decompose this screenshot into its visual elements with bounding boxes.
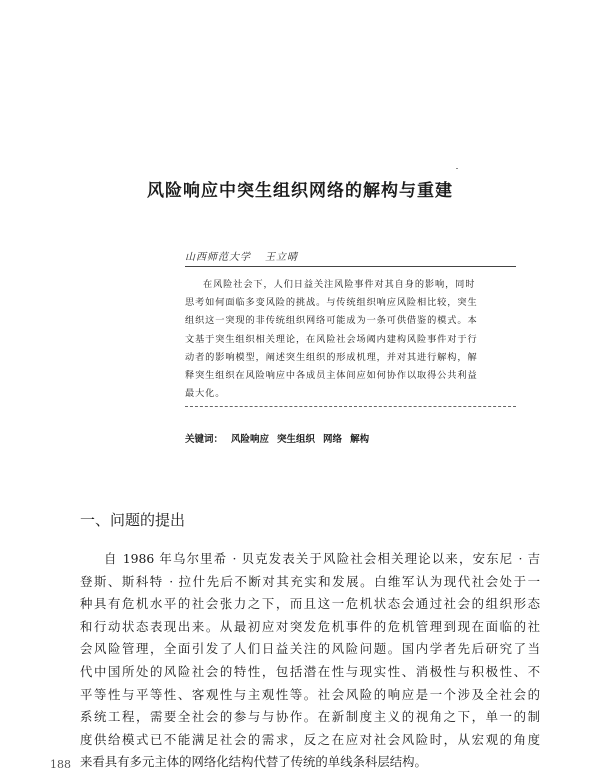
author-line — [185, 248, 298, 263]
abstract-line: 思考如何面临多变风险的挑战。与传统组织响应风险相比较，突生 — [185, 297, 478, 309]
keyword: 网络 — [323, 434, 343, 445]
abstract-line: 组织这一突现的非传统组织网络可能成为一条可供借鉴的模式。本 — [185, 315, 478, 327]
body-line: 来看具有多元主体的网络化结构代替了传统的单线条科层结构。 — [80, 754, 427, 770]
section-heading: 一、问题的提出 — [80, 511, 186, 529]
abstract-bottom-rule — [185, 406, 516, 407]
keyword: 解构 — [350, 434, 370, 445]
body-line: 会风险管理，全面引发了人们日益关注的风险问题。国内学者先后研究了当 — [80, 641, 540, 657]
abstract-line: 在风险社会下，人们日益关注风险事件对其自身的影响，同时 — [203, 279, 476, 290]
body-line: 度供给模式已不能满足社会的需求，反之在应对社会风险时，从宏观的角度 — [80, 731, 540, 747]
page-number: 188 — [50, 758, 71, 771]
abstract-top-rule — [185, 266, 516, 267]
body-line: 系统工程，需要全社会的参与与协作。在新制度主义的视角之下，单一的制 — [80, 709, 540, 725]
article-title: 风险响应中突生组织网络的解构与重建 — [147, 181, 453, 201]
body-line: 登斯、斯科特 · 拉什先后不断对其充实和发展。白维军认为现代社会处于一 — [80, 573, 540, 589]
body-line: 代中国所处的风险社会的特性，包括潜在性与现实性、消极性与积极性、不 — [80, 663, 540, 679]
author-name: 王立晴 — [265, 252, 298, 263]
section-body — [80, 548, 540, 774]
abstract-line: 释突生组织在风险响应中各成员主体间应如何协作以取得公共利益 — [185, 370, 478, 382]
keywords-label: 关键词： — [185, 434, 224, 445]
author-affiliation: 山西师范大学 — [185, 252, 251, 263]
body-line: 和行动状态表现出来。从最初应对突发危机事件的危机管理到现在面临的社 — [80, 618, 540, 634]
keywords — [185, 431, 369, 445]
body-line: 平等性与平等性、客观性与主观性等。社会风险的响应是一个涉及全社会的 — [80, 686, 540, 702]
abstract-line: 文基于突生组织相关理论，在风险社会场阈内建构风险事件对于行 — [185, 333, 478, 345]
abstract-line: 动者的影响模型，阐述突生组织的形成机理，并对其进行解构，解 — [185, 351, 478, 363]
abstract — [185, 276, 516, 403]
keyword: 突生组织 — [277, 434, 316, 445]
scan-speck — [456, 168, 458, 169]
abstract-line: 最大化。 — [185, 388, 226, 400]
keyword: 风险响应 — [231, 434, 270, 445]
body-line: 种具有危机水平的社会张力之下，而且这一危机状态会通过社会的组织形态 — [80, 596, 540, 612]
body-line: 自 1986 年乌尔里希 · 贝克发表关于风险社会相关理论以来，安东尼 · 吉 — [104, 551, 540, 566]
